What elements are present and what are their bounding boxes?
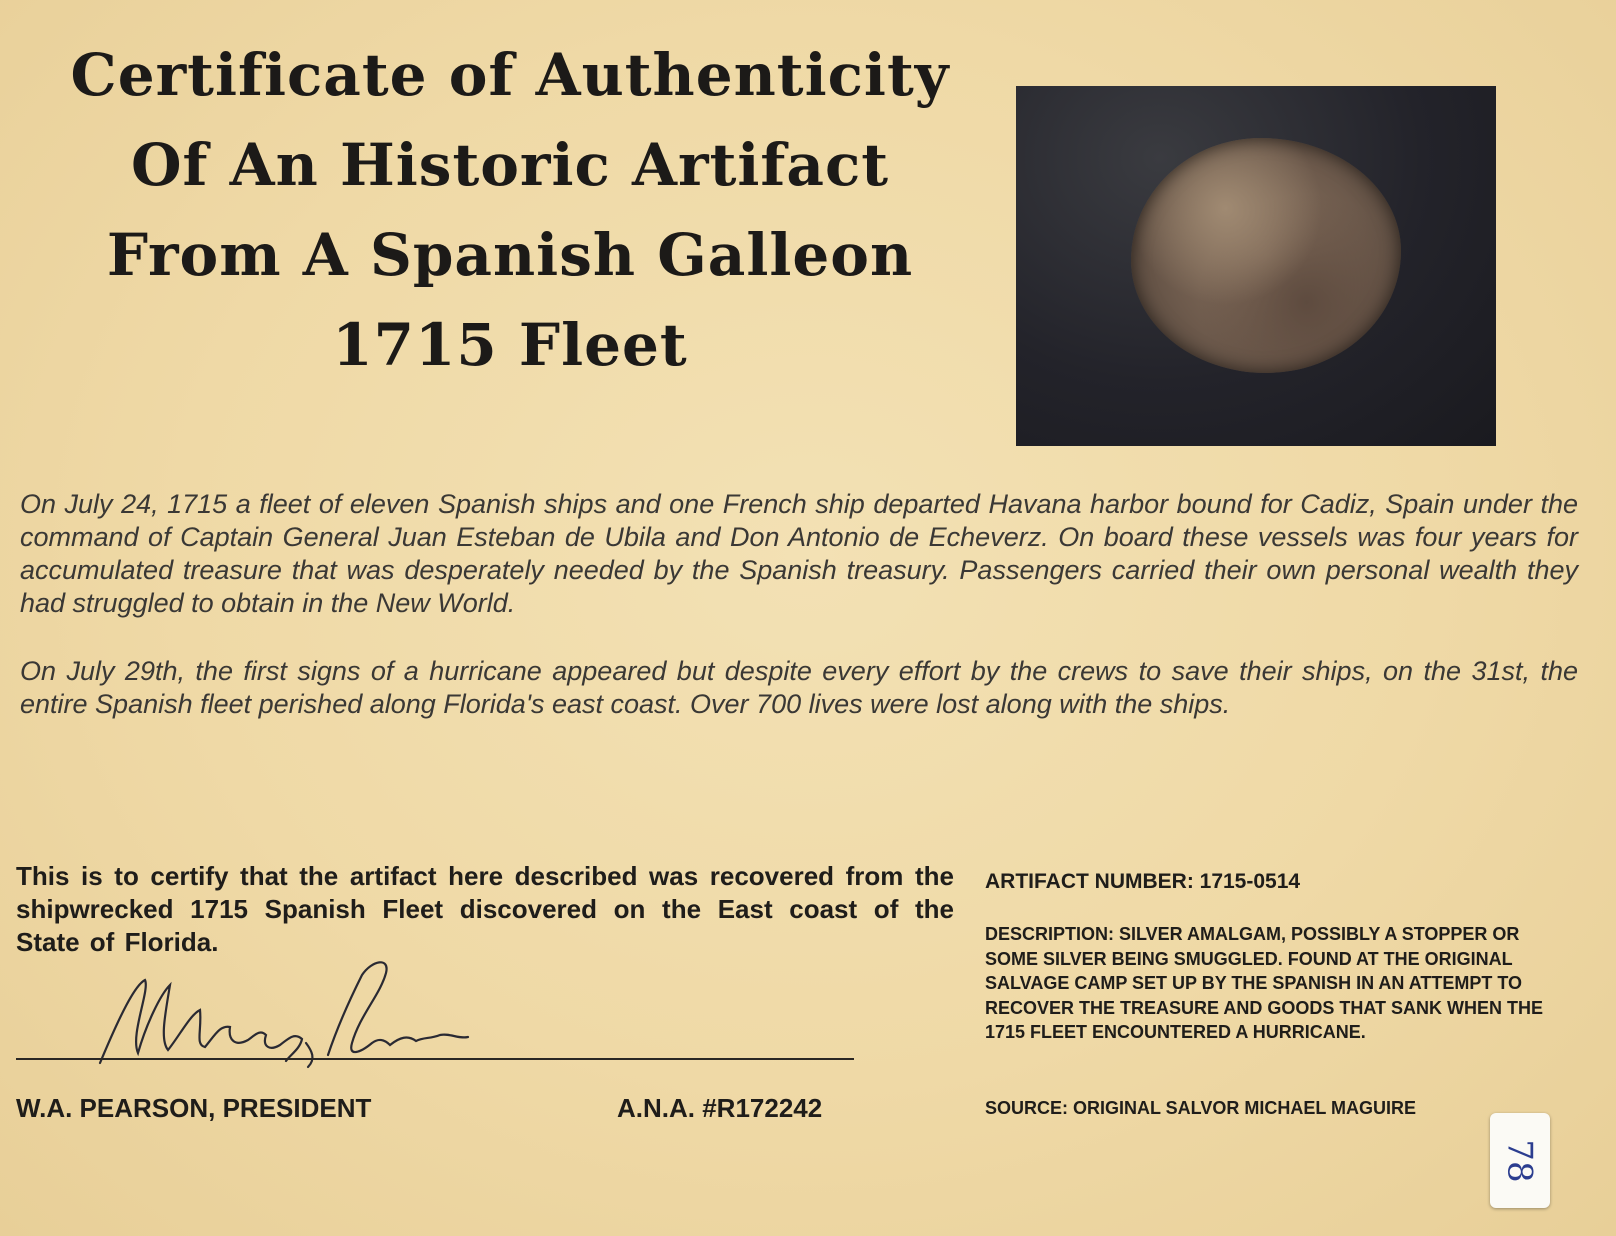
certificate-title <box>40 30 980 390</box>
history-paragraph-1: On July 24, 1715 a fleet of eleven Spanish ships and one French ship departed Havana harbor bound for Cadiz, Spain under the command of Captain General Juan Esteban de Ubila and Don Antonio de Echeverz. On board these vessels was four years for accumulated treasure that was desperately needed by the Spanish treasury. Passengers carried their own personal wealth they had struggled to obtain in the New World. <box>20 489 1578 618</box>
artifact-number: ARTIFACT NUMBER: 1715-0514 <box>985 870 1301 893</box>
inventory-sticker <box>1490 1113 1550 1208</box>
signer-name: W.A. PEARSON, PRESIDENT <box>16 1093 372 1123</box>
history-paragraph-2: On July 29th, the first signs of a hurricane appeared but despite every effort by the crews to save their ships, on the 31st, the entire Spanish fleet perished along Florida's east coast. Over 700 lives were lost along with the ships. <box>20 656 1578 719</box>
title-line-3: From A Spanish Galleon <box>106 221 914 289</box>
title-line-4: 1715 Fleet <box>332 311 688 379</box>
ana-number: A.N.A. #R172242 <box>617 1093 823 1123</box>
silver-amalgam-artifact <box>1131 138 1401 373</box>
title-line-2: Of An Historic Artifact <box>130 131 890 199</box>
artifact-source: SOURCE: ORIGINAL SALVOR MICHAEL MAGUIRE <box>985 1098 1417 1118</box>
signature-line <box>16 1058 854 1060</box>
certification-statement: This is to certify that the artifact here described was recovered from the shipwrecked 1715 Spanish Fleet discovered on the East coast of the State of Florida. <box>16 861 954 957</box>
president-signature <box>90 955 490 1070</box>
title-line-1: Certificate of Authenticity <box>70 41 950 109</box>
sticker-number: 78 <box>1499 1138 1540 1183</box>
artifact-photo <box>1016 86 1496 446</box>
artifact-description: DESCRIPTION: SILVER AMALGAM, POSSIBLY A STOPPER OR SOME SILVER BEING SMUGGLED. FOUND AT THE ORIGINAL SALVAGE CAMP SET UP BY THE SPANISH IN AN ATTEMPT TO RECOVER THE TREASURE AND GOODS THAT SANK WHEN THE 1715 FLEET ENCOUNTERED A HURRICANE. <box>985 924 1544 1042</box>
